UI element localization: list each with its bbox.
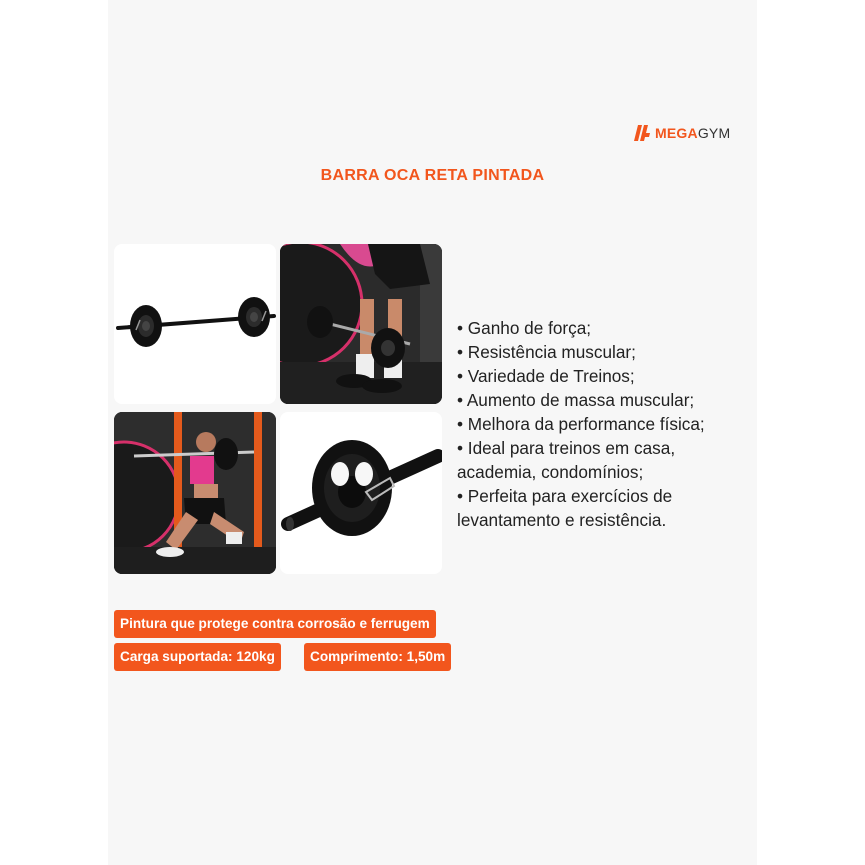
brand-prefix: MEGA [655, 125, 698, 141]
benefit-item: • Ideal para treinos em casa, [457, 438, 676, 458]
plate-closeup-photo [280, 412, 442, 574]
load-capacity-badge: Carga suportada: 120kg [114, 643, 281, 671]
megagym-logo-icon [632, 124, 652, 142]
brand-logo [632, 123, 730, 143]
coating-badge: Pintura que protege contra corrosão e ferrugem [114, 610, 436, 638]
lunge-photo [114, 412, 276, 574]
deadlift-photo [280, 244, 442, 404]
benefits-list [457, 316, 757, 532]
benefit-item: • Perfeita para exercícios de [457, 486, 673, 506]
benefit-item: • Ganho de força; [457, 318, 592, 338]
product-title: BARRA OCA RETA PINTADA [320, 167, 545, 184]
benefit-item: • Melhora da performance física; [457, 414, 705, 434]
length-badge: Comprimento: 1,50m [304, 643, 451, 671]
benefit-item: • Variedade de Treinos; [457, 366, 635, 386]
barbell-photo [114, 244, 276, 404]
benefit-item: • Resistência muscular; [457, 342, 636, 362]
benefit-item: • Aumento de massa muscular; [457, 390, 695, 410]
benefit-item: levantamento e resistência. [457, 510, 667, 530]
brand-suffix: GYM [697, 125, 731, 141]
benefit-item: academia, condomínios; [457, 462, 644, 482]
